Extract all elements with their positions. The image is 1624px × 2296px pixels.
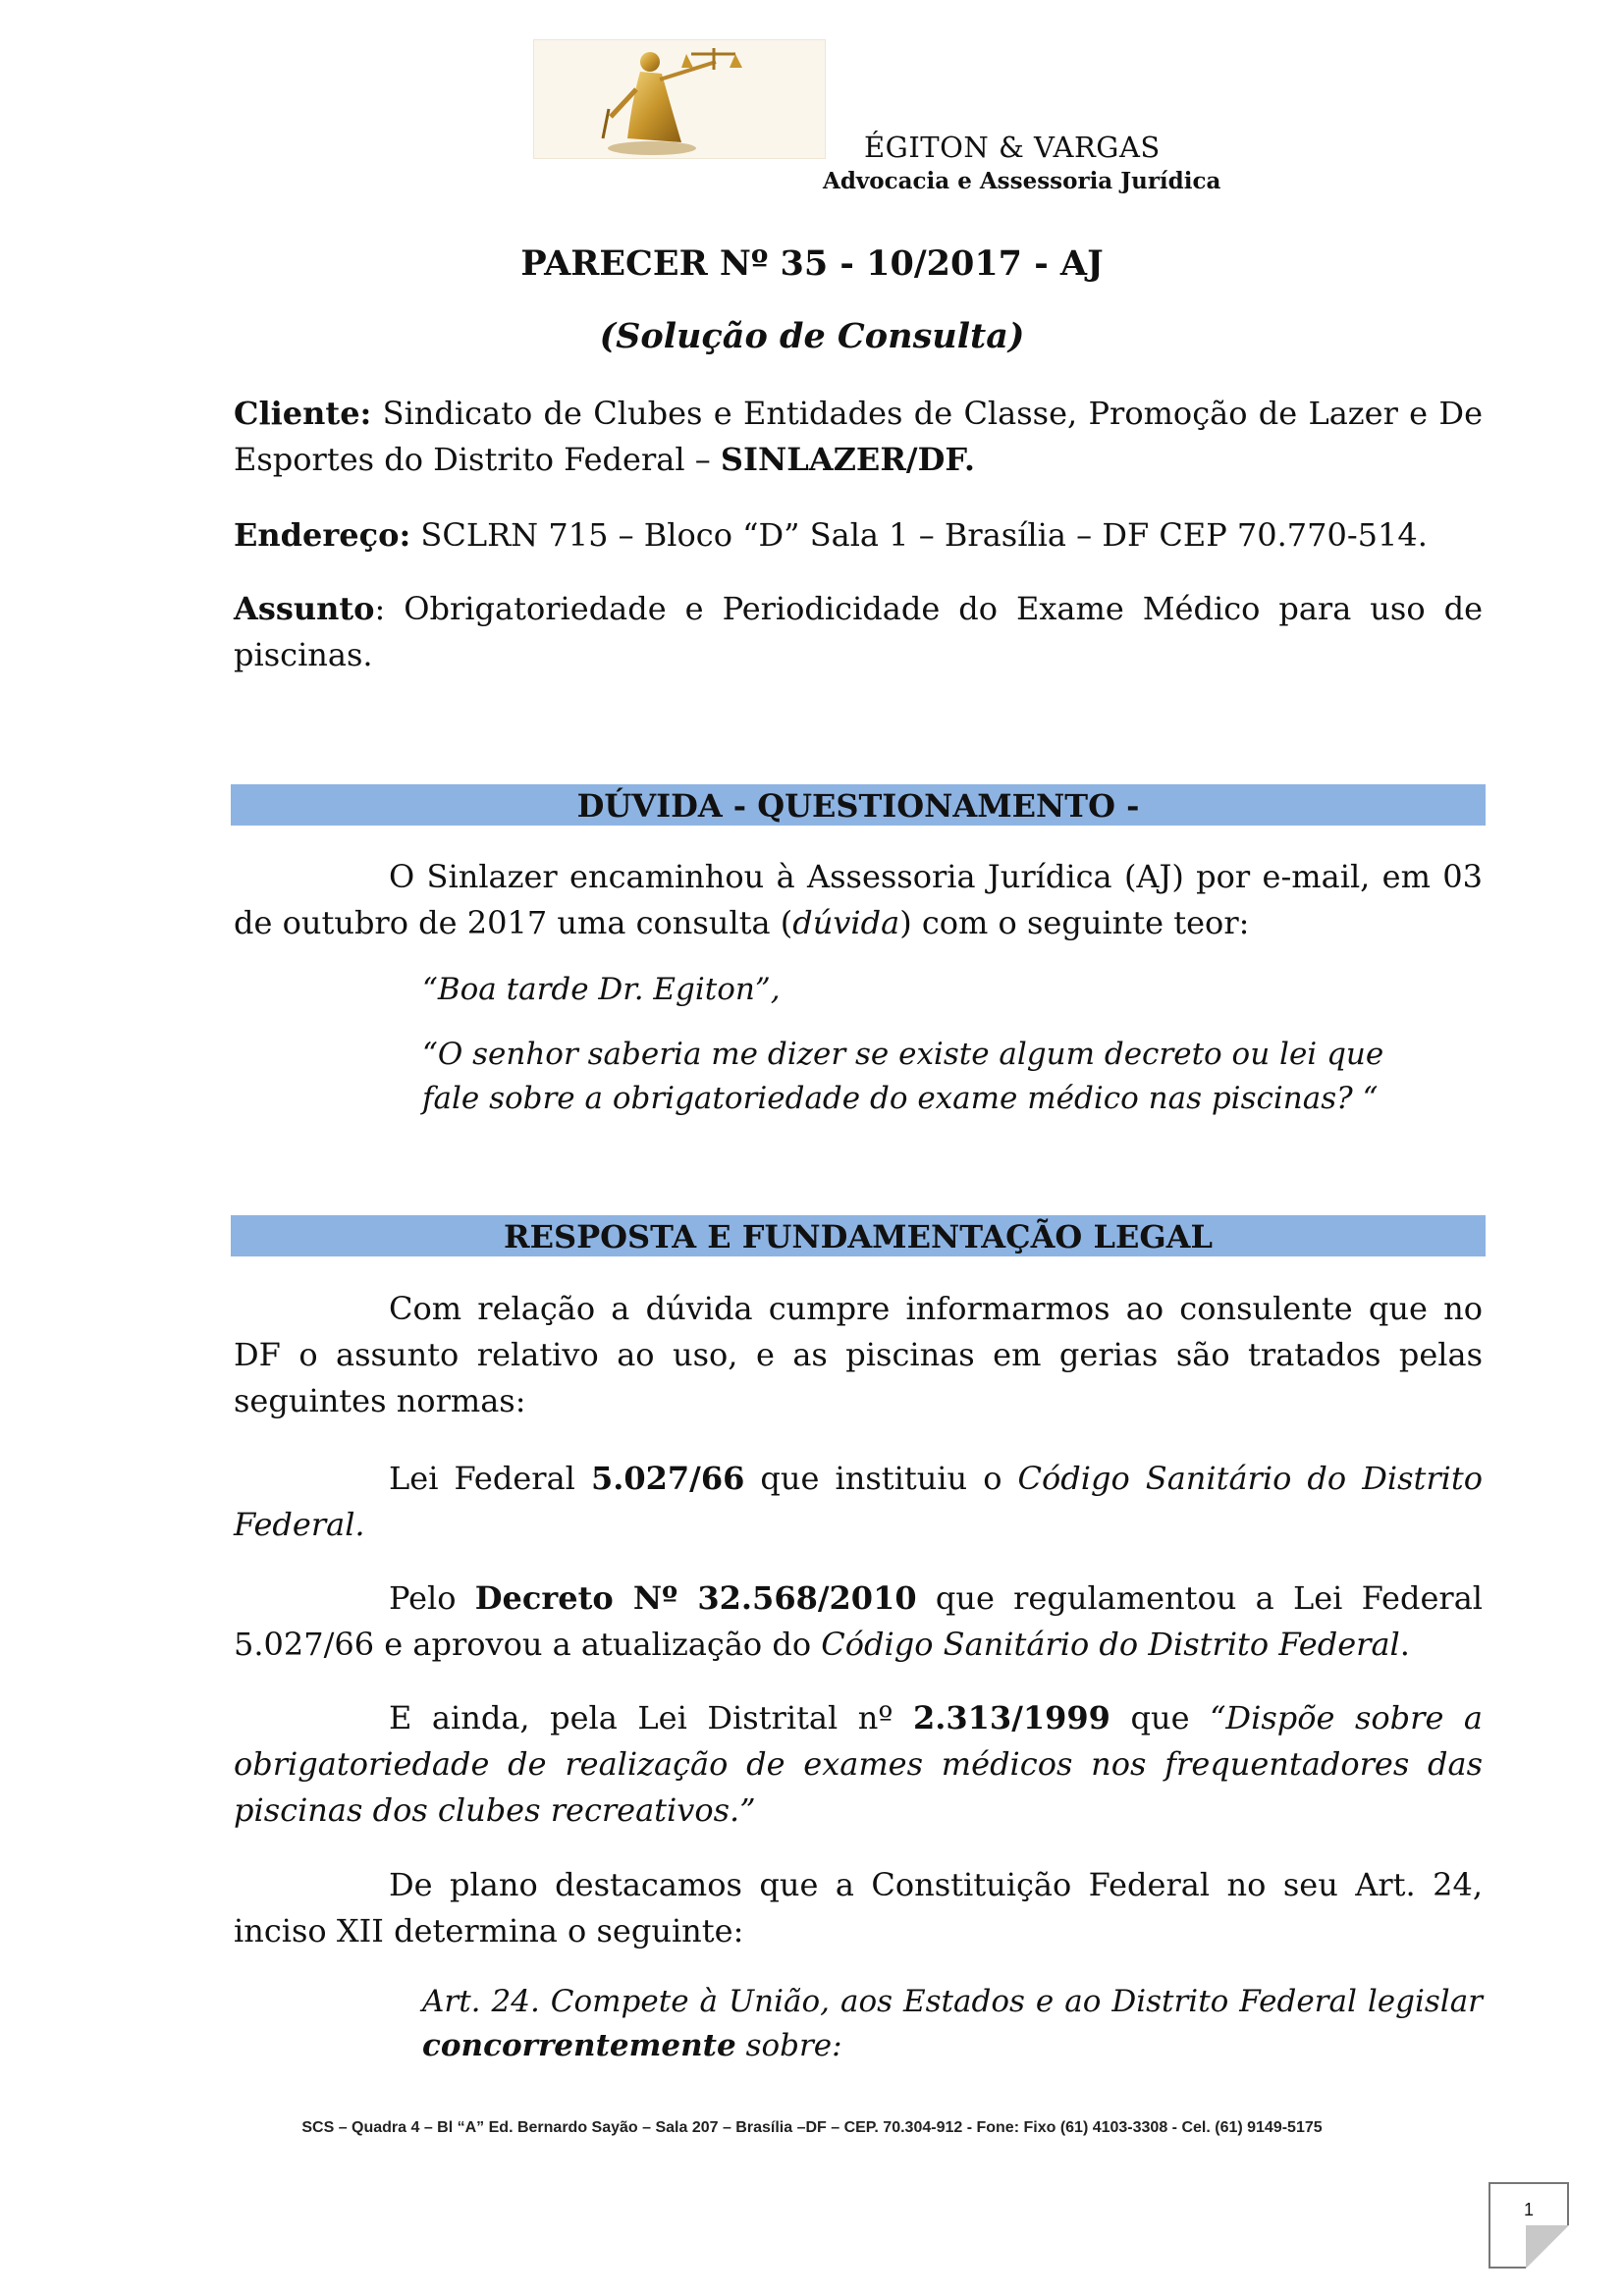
constitution-quote: [422, 1980, 1483, 2068]
decreto-period: .: [1399, 1626, 1410, 1663]
constitution-emphasis: concorrentemente: [422, 2028, 736, 2063]
client-acronym: SINLAZER/DF.: [720, 441, 975, 478]
resposta-paragraph-5: De plano destacamos que a Constituição Federal no seu Art. 24, inciso XII determina o seguinte:: [234, 1866, 1483, 1949]
page-curl-icon: [1526, 2225, 1569, 2269]
address-label: Endereço:: [234, 516, 411, 554]
justice-statue-icon: [534, 40, 825, 158]
section-heading-resposta: RESPOSTA E FUNDAMENTAÇÃO LEGAL: [231, 1215, 1486, 1256]
quote-question: “O senhor saberia me dizer se existe algum decreto ou lei que fale sobre a obrigatoriedade do exame médico nas piscinas? “: [422, 1037, 1384, 1116]
consulta-paragraph: [234, 854, 1483, 946]
lei-code-name: Código Sanitário do Distrito Federal.: [234, 1460, 1484, 1543]
quote-greeting: “Boa tarde Dr. Egiton”,: [422, 972, 781, 1007]
firm-name: ÉGITON & VARGAS: [864, 131, 1161, 164]
constitution-text-end: sobre:: [735, 2028, 842, 2063]
resposta-paragraph-3: [234, 1575, 1483, 1668]
document-subtitle: (Solução de Consulta): [599, 316, 1025, 356]
consulta-text: O Sinlazer encaminhou à Assessoria Jurídica (AJ) por e-mail, em 03 de outubro de 2017 uma consulta (: [234, 858, 1483, 941]
decreto-number: Decreto Nº 32.568/2010: [474, 1579, 917, 1617]
client-label: Cliente:: [234, 395, 372, 432]
page-number: 1: [1523, 2200, 1534, 2219]
subject-label: Assunto: [234, 590, 375, 627]
decreto-text-2: que regulamentou a Lei Federal 5.027/66 e aprovou a atualização do: [234, 1579, 1484, 1663]
subject-paragraph: [234, 586, 1483, 678]
resposta-paragraph-4: [234, 1695, 1483, 1834]
page-number-box: [1489, 2182, 1569, 2269]
distrital-quote: “Dispõe sobre a obrigatoriedade de realização de exames médicos nos frequentadores das piscinas dos clubes recreativos.”: [234, 1699, 1483, 1829]
distrital-number: 2.313/1999: [912, 1699, 1110, 1736]
firm-logo: [533, 39, 826, 159]
constitution-text: Art. 24. Compete à União, aos Estados e ao Distrito Federal legislar: [422, 1984, 1483, 2019]
resposta-paragraph-2: [234, 1456, 1483, 1548]
decreto-code-name: Código Sanitário do Distrito Federal: [821, 1626, 1400, 1663]
client-text: Sindicato de Clubes e Entidades de Classe, Promoção de Lazer e De Esportes do Distrito Federal –: [234, 395, 1483, 478]
address-paragraph: [234, 512, 1483, 559]
document-title: PARECER Nº 35 - 10/2017 - AJ: [520, 243, 1104, 284]
client-paragraph: [234, 391, 1483, 483]
lei-number: 5.027/66: [590, 1460, 745, 1497]
distrital-text-2: que: [1110, 1699, 1211, 1736]
lei-text-2: que instituiu o: [744, 1460, 1018, 1497]
distrital-text: E ainda, pela Lei Distrital nº: [389, 1699, 913, 1736]
section-heading-duvida: DÚVIDA - QUESTIONAMENTO -: [231, 784, 1486, 826]
consulta-text-end: ) com o seguinte teor:: [899, 904, 1250, 941]
decreto-text: Pelo: [389, 1579, 475, 1617]
firm-subtitle: Advocacia e Assessoria Jurídica: [823, 168, 1221, 194]
footer-address: SCS – Quadra 4 – Bl “A” Ed. Bernardo Sayão – Sala 207 – Brasília –DF – CEP. 70.304-912 - Fone: Fixo (61) 4103-3308 - Cel. (61) 9149-5175: [301, 2119, 1323, 2136]
lei-text: Lei Federal: [389, 1460, 591, 1497]
consulta-emphasis: dúvida: [792, 904, 900, 941]
resposta-paragraph-1: Com relação a dúvida cumpre informarmos ao consulente que no DF o assunto relativo ao uso, e as piscinas em gerias são tratados pelas seguintes normas:: [234, 1290, 1483, 1419]
address-text: SCLRN 715 – Bloco “D” Sala 1 – Brasília – DF CEP 70.770-514.: [410, 516, 1428, 554]
subject-text: : Obrigatoriedade e Periodicidade do Exame Médico para uso de piscinas.: [234, 590, 1483, 673]
